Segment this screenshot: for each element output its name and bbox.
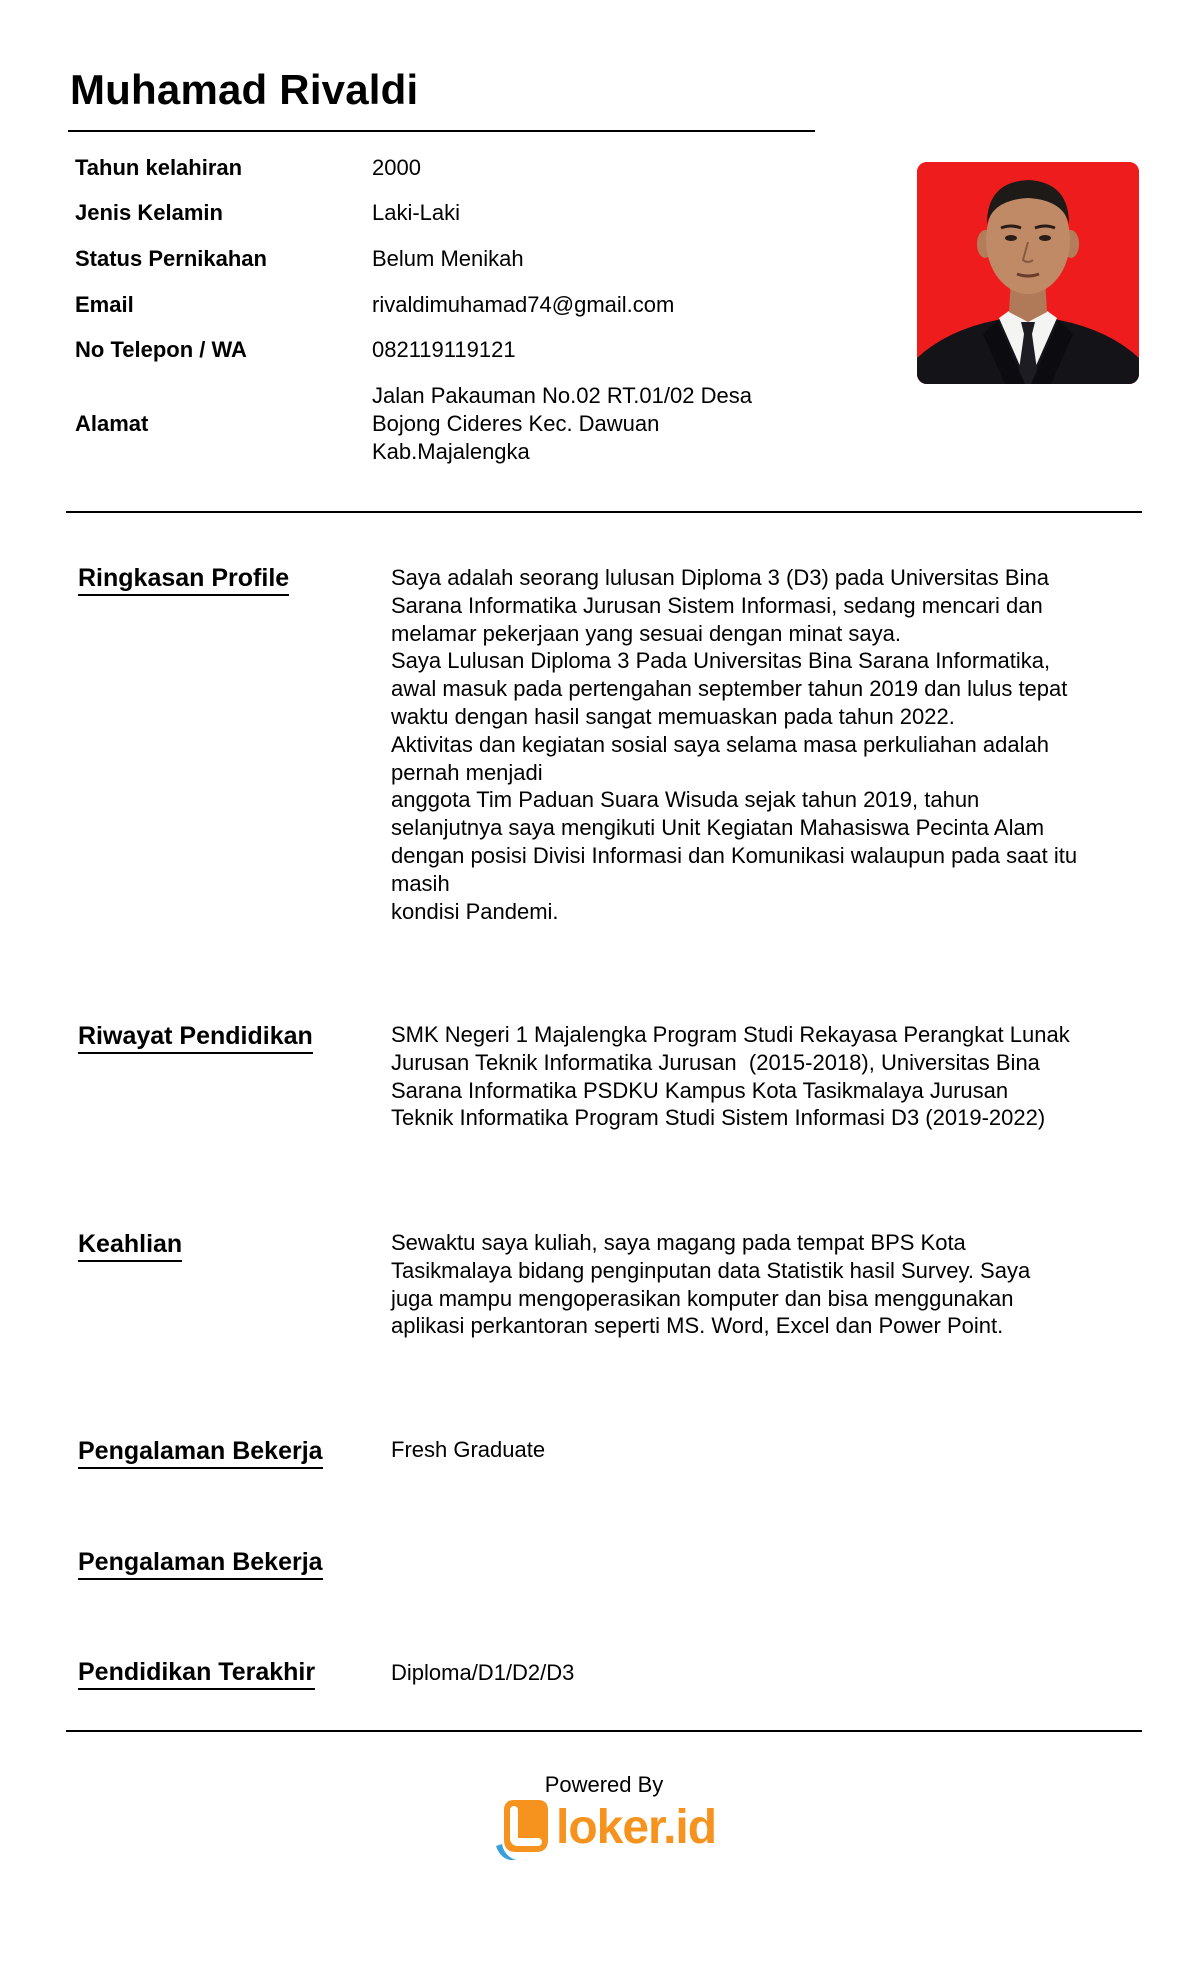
loker-id-logo-icon	[494, 1796, 554, 1864]
section-body-skills: Sewaktu saya kuliah, saya magang pada tempat BPS Kota Tasikmalaya bidang penginputan data Statistik hasil Survey. Saya juga mampu mengoperasikan komputer dan bisa menggunakan aplikasi perkantoran seperti MS. Word, Excel dan Power Point.	[391, 1230, 1031, 1339]
section-title-work-experience: Pengalaman Bekerja	[78, 1436, 323, 1469]
info-value-phone: 082119119121	[372, 337, 516, 362]
info-label-birth-year: Tahun kelahiran	[75, 155, 243, 180]
section-title-education-history: Riwayat Pendidikan	[78, 1021, 313, 1054]
header-divider	[66, 511, 1142, 513]
info-value-gender: Laki-Laki	[372, 200, 461, 225]
info-label-email: Email	[75, 292, 134, 317]
info-label-phone: No Telepon / WA	[75, 337, 247, 362]
info-value-email: rivaldimuhamad74@gmail.com	[372, 292, 675, 317]
section-body-profile-summary: Saya adalah seorang lulusan Diploma 3 (D3) pada Universitas Bina Sarana Informatika Jurusan Sistem Informasi, sedang mencari dan melamar pekerjaan yang sesuai dengan minat saya. Saya Lulusan Diploma 3 Pada Universitas Bina Sarana Informatika, awal masuk pada pertengahan september tahun 2019 dan lulus tepat waktu dengan hasil sangat memuaskan pada tahun 2022. Aktivitas dan kegiatan sosial saya selama masa perkuliahan adalah pernah menjadi anggota Tim Paduan Suara Wisuda sejak tahun 2019, tahun selanjutnya saya mengikuti Unit Kegiatan Mahasiswa Pecinta Alam dengan posisi Divisi Informasi dan Komunikasi walaupun pada saat itu masih kondisi Pandemi.	[391, 565, 1078, 924]
profile-photo-illustration	[917, 162, 1139, 384]
info-label-address: Alamat	[75, 411, 149, 436]
info-value-address: Jalan Pakauman No.02 RT.01/02 Desa Bojong Cideres Kec. Dawuan Kab.Majalengka	[372, 383, 752, 464]
info-value-marital-status: Belum Menikah	[372, 246, 524, 271]
section-body-education-history: SMK Negeri 1 Majalengka Program Studi Rekayasa Perangkat Lunak Jurusan Teknik Informatika Jurusan (2015-2018), Universitas Bina Sarana Informatika PSDKU Kampus Kota Tasikmalaya Jurusan Teknik Informatika Program Studi Sistem Informasi D3 (2019-2022)	[391, 1022, 1070, 1131]
section-title-work-experience-2: Pengalaman Bekerja	[78, 1547, 323, 1580]
applicant-name: Muhamad Rivaldi	[70, 66, 419, 113]
profile-photo	[917, 162, 1139, 384]
info-label-gender: Jenis Kelamin	[75, 200, 223, 225]
name-divider	[68, 130, 815, 132]
section-body-last-education: Diploma/D1/D2/D3	[391, 1660, 575, 1685]
info-label-marital-status: Status Pernikahan	[75, 246, 267, 271]
powered-by-text: Powered By	[544, 1772, 664, 1797]
footer-divider	[66, 1730, 1142, 1732]
section-title-skills: Keahlian	[78, 1229, 182, 1262]
section-title-last-education: Pendidikan Terakhir	[78, 1657, 315, 1690]
section-body-work-experience: Fresh Graduate	[391, 1437, 546, 1462]
info-value-birth-year: 2000	[372, 155, 421, 180]
loker-id-logo	[494, 1796, 716, 1864]
loker-id-logo-text: loker.id	[556, 1801, 717, 1854]
section-title-profile-summary: Ringkasan Profile	[78, 563, 289, 596]
